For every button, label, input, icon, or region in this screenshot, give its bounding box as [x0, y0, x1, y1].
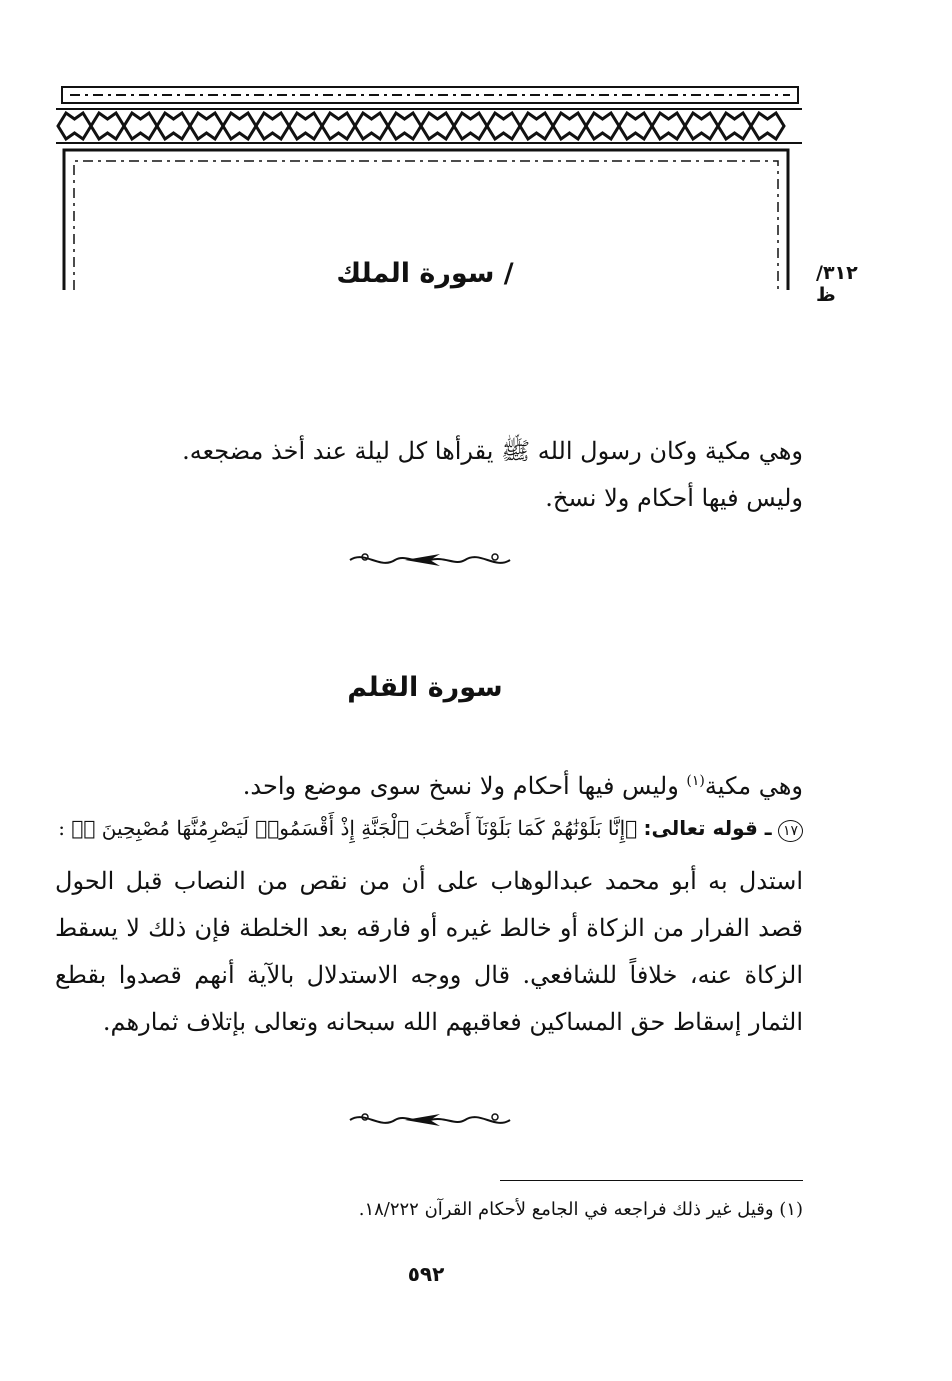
verse-number-badge: ١٧: [778, 820, 803, 842]
verse-text: ﴿إِنَّا بَلَوْنَٰهُمْ كَمَا بَلَوْنَآ أَصْحَٰبَ ٱلْجَنَّةِ إِذْ أَقْسَمُوا۟ لَيَصْرِمُنَّهَا مُصْبِحِينَ ⑰﴾ :: [58, 816, 638, 840]
manuscript-folio-ref: ٣١٢/ظ: [816, 262, 858, 306]
footnote: (١) وقيل غير ذلك فراجعه في الجامع لأحكام القرآن ١٨/٢٢٢.: [358, 1199, 803, 1220]
section-divider-ornament: [345, 548, 515, 572]
section-divider-ornament: [345, 1108, 515, 1132]
verse-line: [55, 805, 803, 852]
footnote-separator: [500, 1180, 803, 1181]
mulk-line-1: وهي مكية وكان رسول الله ﷺ يقرأها كل ليلة عند أخذ مضجعه.: [182, 437, 803, 465]
sura-mulk-title: / سورة الملك: [336, 258, 514, 289]
qalam-intro: [55, 758, 803, 810]
mulk-line-2: وليس فيها أحكام ولا نسخ.: [545, 484, 803, 512]
commentary-paragraph: استدل به أبو محمد عبدالوهاب على أن من نقص من النصاب قبل الحول قصد الفرار من الزكاة أو خالط غيره أو فارقه بعد الخلطة فإن ذلك لا يسقط الزكاة عنه، خلافاً للشافعي. قال ووجه الاستدلال بالآية أنهم قصدوا بقطع الثمار إسقاط حق المساكين فعاقبهم الله سبحانه وتعالى بإتلاف ثمارهم.: [55, 867, 803, 1036]
qalam-intro-text: وهي مكية: [704, 772, 803, 800]
sura-mulk-text: [55, 428, 803, 522]
footnote-mark: (١): [686, 773, 705, 789]
sura-qalam-title: سورة القلم: [347, 672, 503, 703]
verse-label: ـ قوله تعالى:: [643, 816, 772, 840]
qalam-intro-rest: وليس فيها أحكام ولا نسخ سوى موضع واحد.: [242, 772, 687, 800]
page-number: ٥٩٢: [407, 1262, 445, 1286]
